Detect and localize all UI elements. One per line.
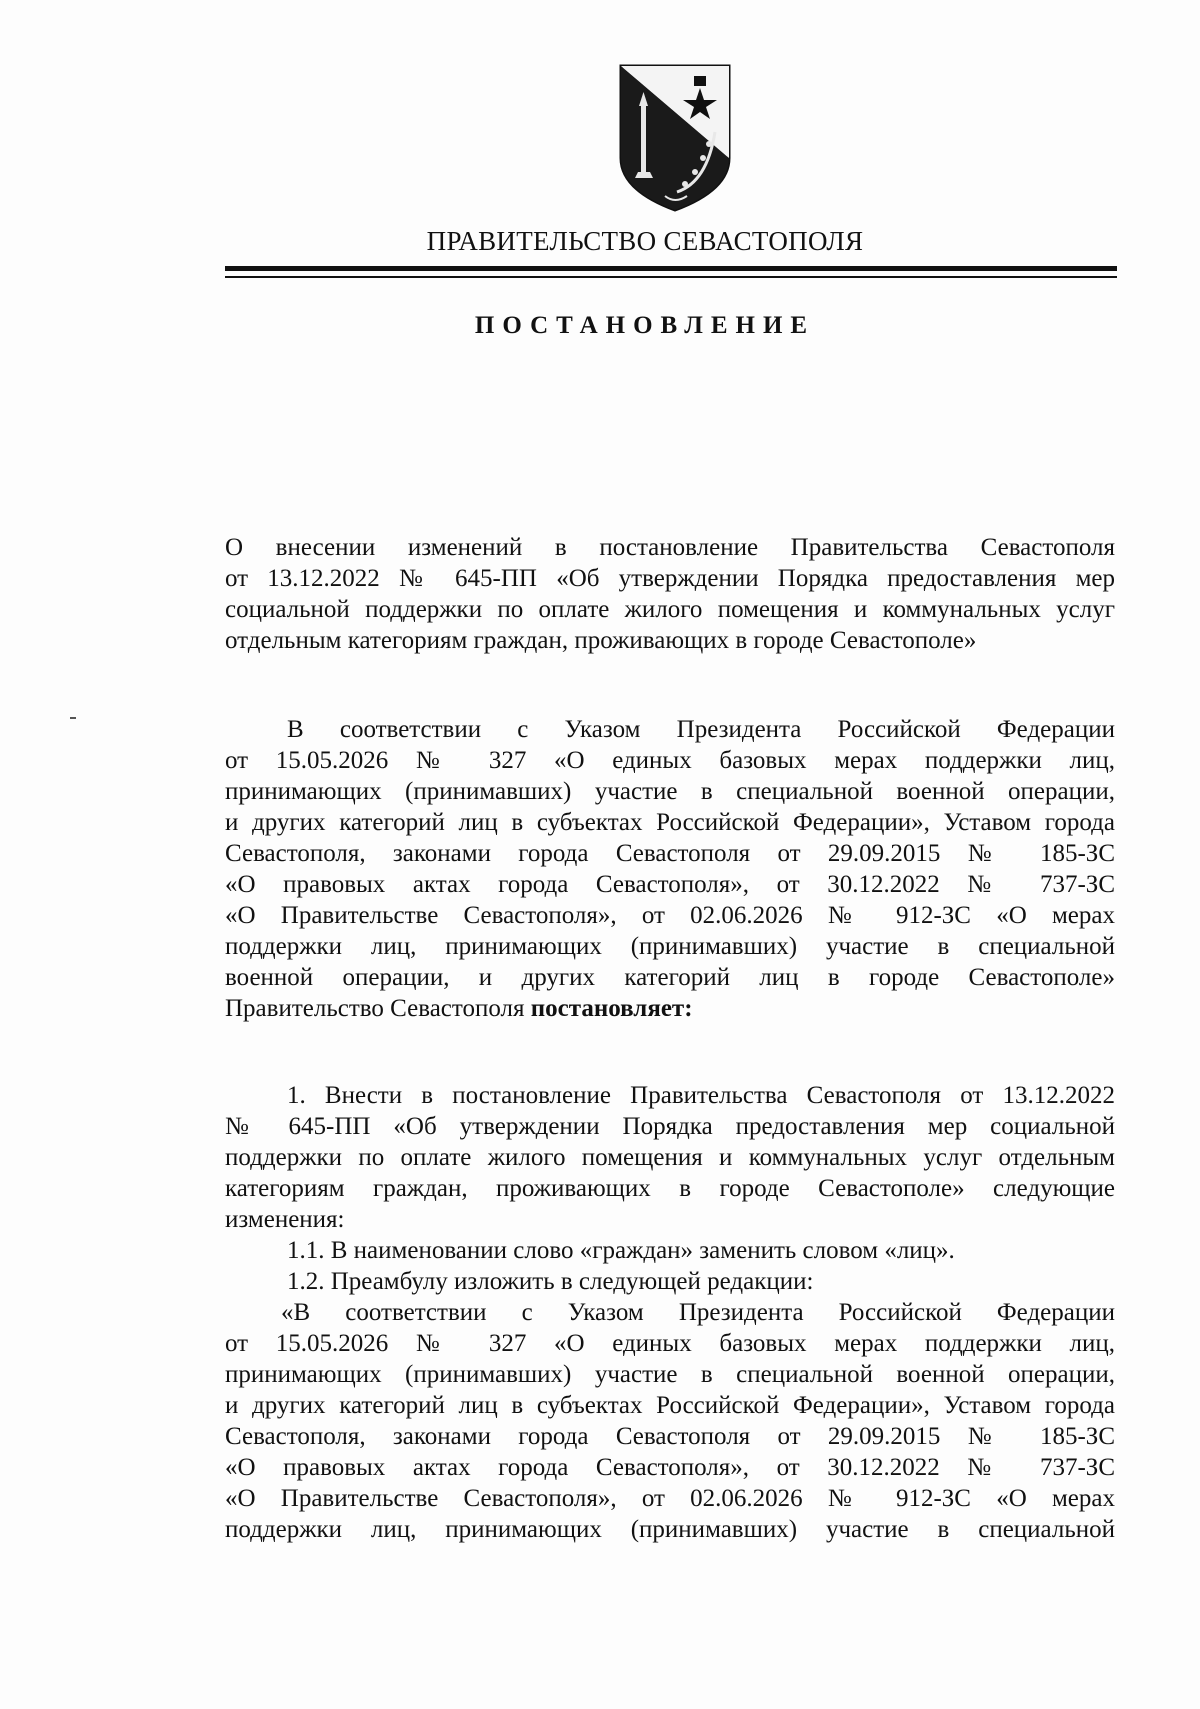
preamble-line: Севастополя, законами города Севастополя от 29.09.2015 № 185-ЗС [225,840,1115,867]
quote-line: от 15.05.2026 № 327 «О единых базовых мерах поддержки лиц, [225,1330,1115,1357]
preamble-line: военной операции, и других категорий лиц в городе Севастополе» [225,964,1115,991]
sevastopol-coat-of-arms-icon [617,62,733,214]
quote-line: «О правовых актах города Севастополя», от 30.12.2022 № 737-ЗС [225,1454,1115,1481]
document-title [225,532,1115,656]
quote-line: «О Правительстве Севастополя», от 02.06.2026 № 912-ЗС «О мерах [225,1485,1115,1512]
preamble-line: принимающих (принимавших) участие в специальной военной операции, [225,778,1115,805]
scan-artifact [70,717,76,719]
item-line: поддержки по оплате жилого помещения и коммунальных услуг отдельным [225,1144,1115,1171]
title-line: отдельным категориям граждан, проживающих в городе Севастополе» [225,627,977,654]
item-line: № 645-ПП «Об утверждении Порядка предоставления мер социальной [225,1113,1115,1140]
document-type-heading: ПОСТАНОВЛЕНИЕ [474,312,816,339]
quote-line: «В соответствии с Указом Президента Российской Федерации [281,1299,1115,1326]
preamble-closing-text: Правительство Севастополя [225,995,531,1022]
preamble-line: и других категорий лиц в субъектах Российской Федерации», Уставом города [225,809,1115,836]
quote-line: принимающих (принимавших) участие в специальной военной операции, [225,1361,1115,1388]
preamble [225,714,1115,1024]
title-line: социальной поддержки по оплате жилого помещения и коммунальных услуг [225,596,1115,623]
preamble-closing [225,993,1115,1024]
header-divider-thick [225,266,1117,271]
item-line: категориям граждан, проживающих в городе Севастополе» следующие [225,1175,1115,1202]
preamble-line: поддержки лиц, принимающих (принимавших) участие в специальной [225,933,1115,960]
preamble-line: от 15.05.2026 № 327 «О единых базовых мерах поддержки лиц, [225,747,1115,774]
quote-line: Севастополя, законами города Севастополя от 29.09.2015 № 185-ЗС [225,1423,1115,1450]
title-line: от 13.12.2022 № 645-ПП «Об утверждении Порядка предоставления мер [225,565,1115,592]
government-title: ПРАВИТЕЛЬСТВО СЕВАСТОПОЛЯ [426,226,864,256]
quote-line: поддержки лиц, принимающих (принимавших) участие в специальной [225,1516,1115,1543]
preamble-line: В соответствии с Указом Президента Российской Федерации [287,716,1115,743]
preamble-line: «О Правительстве Севастополя», от 02.06.2026 № 912-ЗС «О мерах [225,902,1115,929]
preamble-line: «О правовых актах города Севастополя», от 30.12.2022 № 737-ЗС [225,871,1115,898]
item-1-2: 1.2. Преамбулу изложить в следующей редакции: [287,1268,814,1295]
quote-line: и других категорий лиц в субъектах Российской Федерации», Уставом города [225,1392,1115,1419]
item-1 [225,1080,1115,1545]
item-1-1: 1.1. В наименовании слово «граждан» заменить словом «лиц». [287,1237,955,1264]
title-line: О внесении изменений в постановление Правительства Севастополя [225,534,1115,561]
header-divider-thin [225,276,1117,278]
item-line: изменения: [225,1206,345,1233]
decree-keyword: постановляет: [530,995,693,1022]
item-line: 1. Внести в постановление Правительства Севастополя от 13.12.2022 [287,1082,1115,1109]
